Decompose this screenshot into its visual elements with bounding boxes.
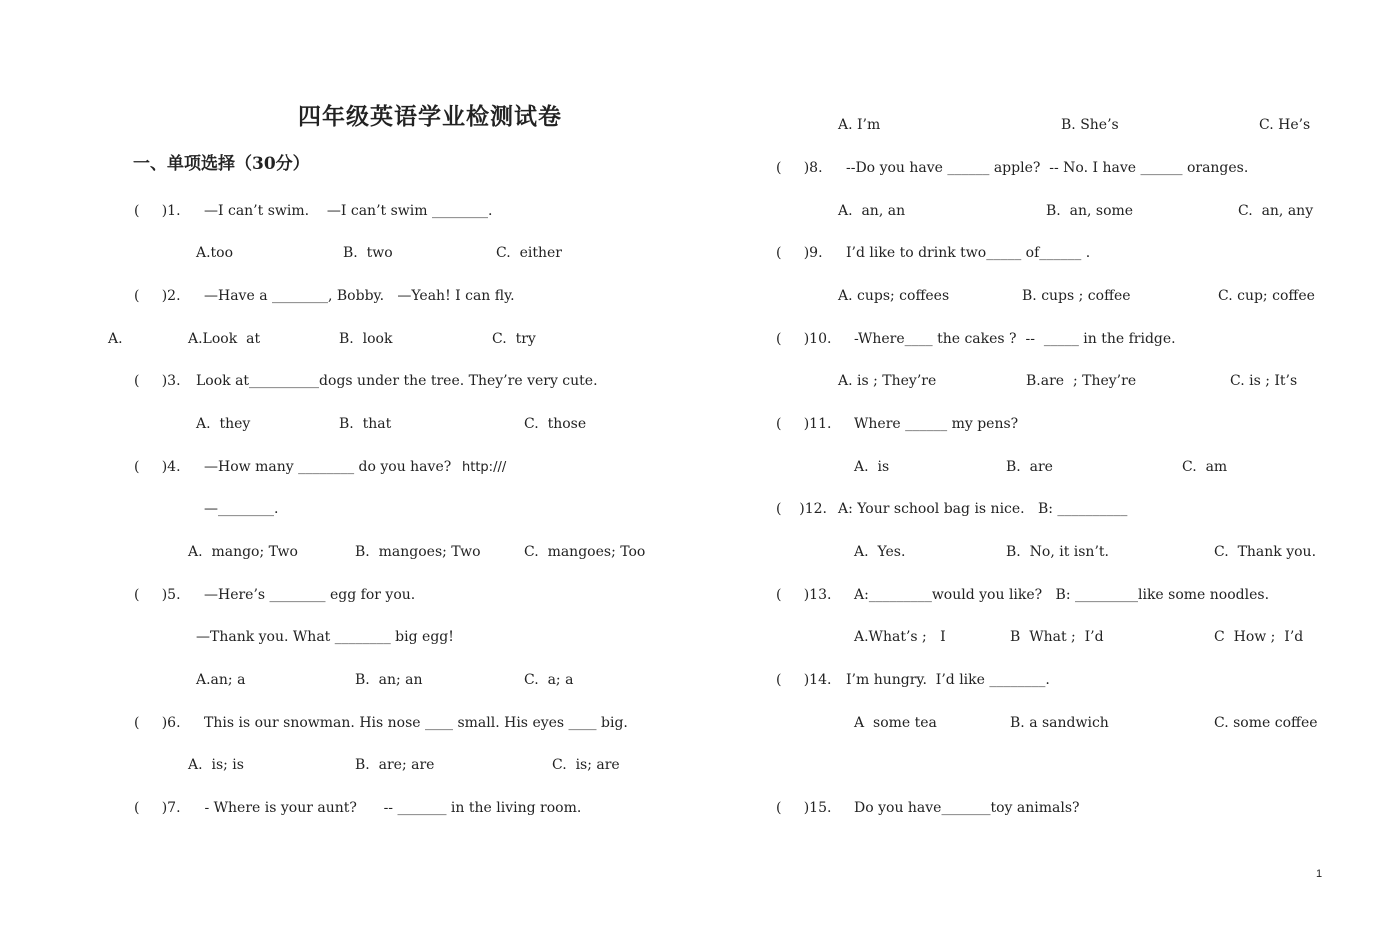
q5-option-c: C. a; a — [524, 672, 574, 688]
q5-answer-line: —Thank you. What ________ big egg! — [196, 629, 454, 645]
q14-option-a: A some tea — [854, 715, 937, 731]
q12-option-c: C. Thank you. — [1214, 544, 1317, 560]
section-heading: 一、单项选择（30分） — [133, 154, 310, 174]
q14-option-c: C. some coffee — [1214, 715, 1318, 731]
q6-option-b: B. are; are — [355, 757, 435, 773]
q9-option-b: B. cups ; coffee — [1022, 288, 1131, 304]
q2-option-c: C. try — [492, 331, 536, 347]
q14-option-b: B. a sandwich — [1010, 715, 1109, 731]
q4-answer-line: —________. — [204, 501, 279, 517]
q13-option-a: A.What’s ; I — [854, 629, 946, 645]
q11-text: Where ______ my pens? — [854, 416, 1019, 432]
q6-number: ( )6. — [134, 715, 181, 731]
q9-option-a: A. cups; coffees — [838, 288, 950, 304]
q3-text: Look at__________dogs under the tree. They’re very cute. — [196, 373, 598, 389]
q10-text: -Where____ the cakes ? -- _____ in the fridge. — [854, 331, 1176, 347]
q3-option-a: A. they — [196, 416, 251, 432]
q5-number: ( )5. — [134, 587, 181, 603]
q1-number: ( )1. — [134, 203, 181, 219]
q6-option-c: C. is; are — [552, 757, 620, 773]
q5-text: —Here’s ________ egg for you. — [204, 587, 416, 603]
q10-option-a: A. is ; They’re — [838, 373, 937, 389]
page-title: 四年级英语学业检测试卷 — [298, 103, 562, 130]
q2-option-a: A.Look at — [188, 331, 261, 347]
q5-option-b: B. an; an — [355, 672, 423, 688]
q13-option-b: B What ; I’d — [1010, 629, 1104, 645]
q10-option-c: C. is ; It’s — [1230, 373, 1298, 389]
q13-option-c: C How ; I’d — [1214, 629, 1304, 645]
q2-text: —Have a ________, Bobby. —Yeah! I can fly. — [204, 288, 515, 304]
q1-text: —I can’t swim. —I can’t swim ________. — [204, 203, 493, 219]
q4-number: ( )4. — [134, 459, 181, 475]
q2-option-b: B. look — [339, 331, 393, 347]
q4-option-c: C. mangoes; Too — [524, 544, 646, 560]
q8-option-a: A. an, an — [838, 203, 906, 219]
q12-option-b: B. No, it isn’t. — [1006, 544, 1109, 560]
q1-option-a: A.too — [196, 245, 234, 261]
q12-option-a: A. Yes. — [854, 544, 906, 560]
q15-text: Do you have_______toy animals? — [854, 800, 1080, 816]
q12-number: ( )12. — [776, 501, 827, 517]
page-number: 1 — [1316, 868, 1323, 880]
q9-number: ( )9. — [776, 245, 823, 261]
q8-option-b: B. an, some — [1046, 203, 1134, 219]
q14-number: ( )14. — [776, 672, 832, 688]
q7-number: ( )7. — [134, 800, 181, 816]
q13-text: A:_________would you like? B: _________like some noodles. — [854, 587, 1270, 603]
q11-number: ( )11. — [776, 416, 832, 432]
q10-number: ( )10. — [776, 331, 832, 347]
q4-option-a: A. mango; Two — [188, 544, 298, 560]
q8-text: --Do you have ______ apple? -- No. I have ______ oranges. — [846, 160, 1249, 176]
q10-option-b: B.are ; They’re — [1026, 373, 1137, 389]
q12-text: A: Your school bag is nice. B: __________ — [838, 501, 1128, 517]
q11-option-b: B. are — [1006, 459, 1053, 475]
q15-number: ( )15. — [776, 800, 832, 816]
q9-option-c: C. cup; coffee — [1218, 288, 1315, 304]
q3-option-b: B. that — [339, 416, 392, 432]
q6-text: This is our snowman. His nose ____ small. His eyes ____ big. — [204, 715, 628, 731]
q4-text: —How many ________ do you have? — [204, 459, 452, 475]
q8-number: ( )8. — [776, 160, 823, 176]
q5-option-a: A.an; a — [196, 672, 246, 688]
q11-option-a: A. is — [854, 459, 890, 475]
q7-option-b: B. She’s — [1061, 117, 1119, 133]
stray-marker: A. — [108, 331, 123, 347]
q7-option-a: A. I’m — [838, 117, 881, 133]
q7-text: - Where is your aunt? -- _______ in the living room. — [200, 800, 582, 816]
q7-option-c: C. He’s — [1259, 117, 1311, 133]
q9-text: I’d like to drink two_____ of______ . — [846, 245, 1091, 261]
q2-number: ( )2. — [134, 288, 181, 304]
q11-option-c: C. am — [1182, 459, 1228, 475]
q14-text: I’m hungry. I’d like ________. — [846, 672, 1050, 688]
q4-stray-link: http:/// — [462, 460, 507, 475]
q3-option-c: C. those — [524, 416, 587, 432]
q6-option-a: A. is; is — [188, 757, 244, 773]
q1-option-c: C. either — [496, 245, 562, 261]
q13-number: ( )13. — [776, 587, 832, 603]
q3-number: ( )3. — [134, 373, 181, 389]
q8-option-c: C. an, any — [1238, 203, 1314, 219]
q4-option-b: B. mangoes; Two — [355, 544, 481, 560]
q1-option-b: B. two — [343, 245, 393, 261]
